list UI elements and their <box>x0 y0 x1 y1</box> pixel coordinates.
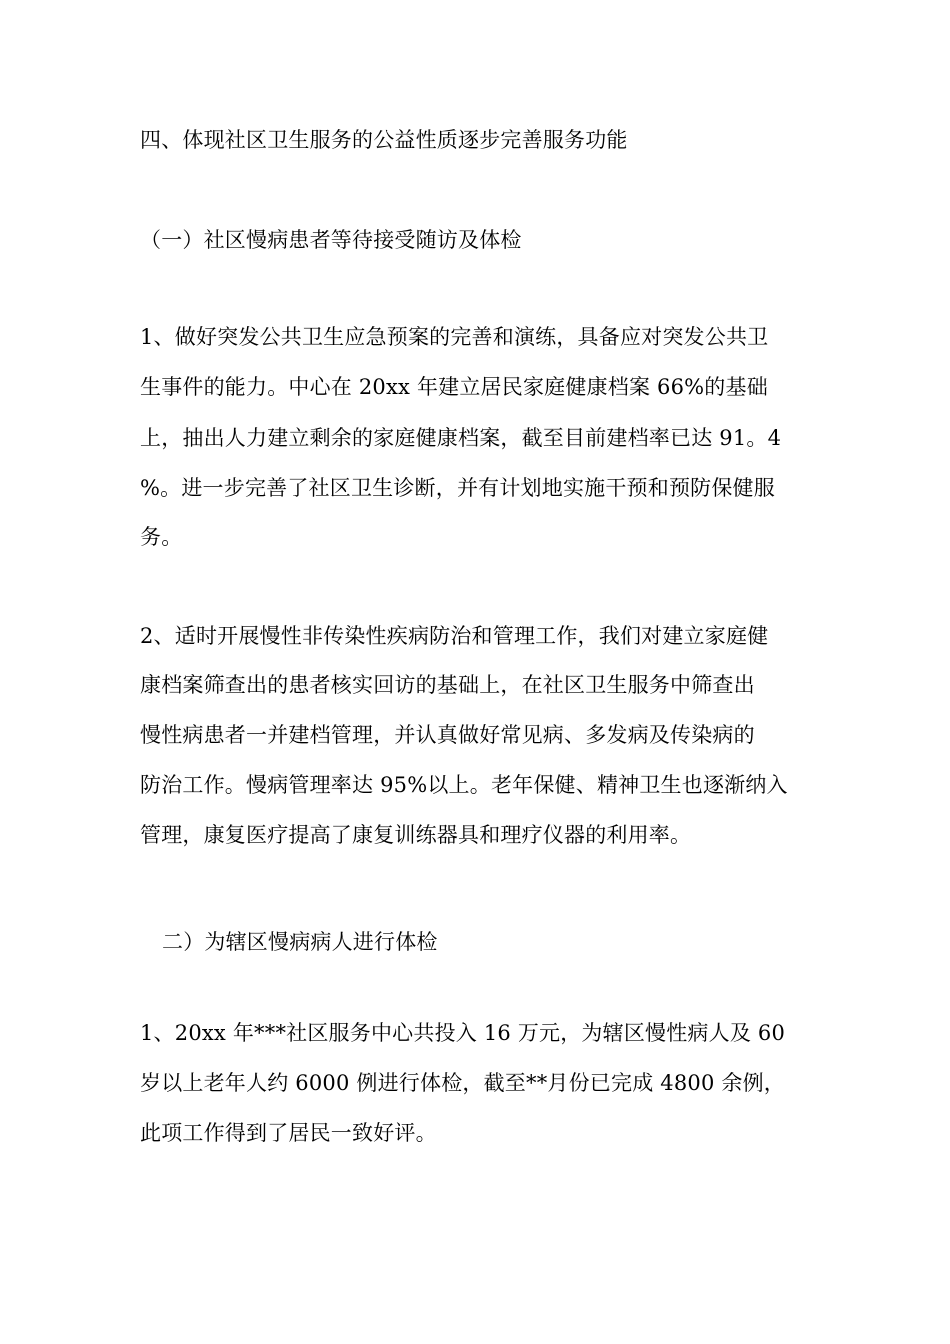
paragraph-2-line-1: 2、适时开展慢性非传染性疾病防治和管理工作，我们对建立家庭健 <box>140 624 769 648</box>
paragraph-2-line-5: 管理，康复医疗提高了康复训练器具和理疗仪器的利用率。 <box>140 823 692 847</box>
paragraph-2-line-3: 慢性病患者一并建档管理，并认真做好常见病、多发病及传染病的 <box>140 723 755 747</box>
paragraph-3-line-2: 岁以上老年人约 6000 例进行体检，截至**月份已完成 4800 余例， <box>140 1071 785 1095</box>
paragraph-1-line-3: 上，抽出人力建立剩余的家庭健康档案，截至目前建档率已达 91。4 <box>140 426 782 450</box>
paragraph-2-line-2: 康档案筛查出的患者核实回访的基础上，在社区卫生服务中筛查出 <box>140 673 755 697</box>
paragraph-1-line-4: %。进一步完善了社区卫生诊断，并有计划地实施干预和预防保健服 <box>140 476 775 500</box>
section-heading: 四、体现社区卫生服务的公益性质逐步完善服务功能 <box>140 128 628 152</box>
paragraph-3-line-1: 1、20xx 年***社区服务中心共投入 16 万元，为辖区慢性病人及 60 <box>140 1021 786 1045</box>
subsection-heading-1: （一）社区慢病患者等待接受随访及体检 <box>140 228 522 252</box>
paragraph-3-line-3: 此项工作得到了居民一致好评。 <box>140 1121 437 1145</box>
paragraph-1-line-5: 务。 <box>140 525 183 549</box>
subsection-heading-2: 二）为辖区慢病病人进行体检 <box>162 930 438 954</box>
paragraph-2-line-4: 防治工作。慢病管理率达 95%以上。老年保健、精神卫生也逐渐纳入 <box>140 773 788 797</box>
paragraph-1-line-2: 生事件的能力。中心在 20xx 年建立居民家庭健康档案 66%的基础 <box>140 375 768 399</box>
paragraph-1-line-1: 1、做好突发公共卫生应急预案的完善和演练，具备应对突发公共卫 <box>140 325 769 349</box>
